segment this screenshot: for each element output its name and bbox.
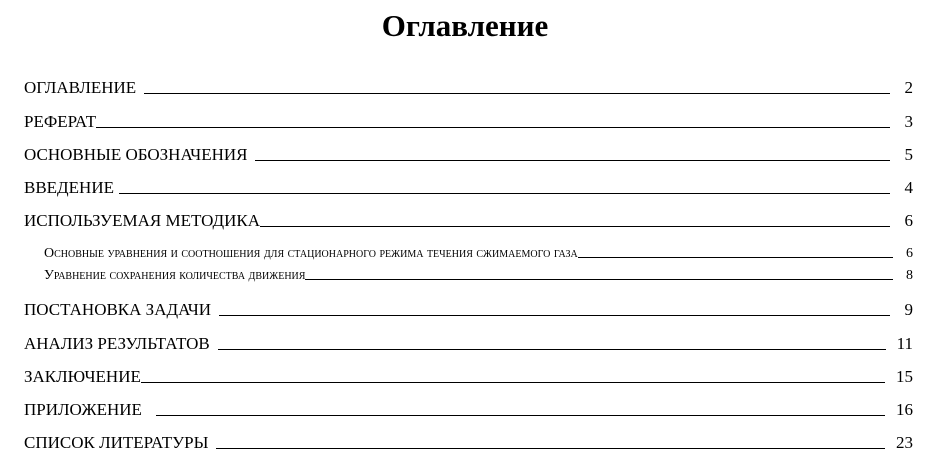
- toc-page-number: 3: [904, 112, 913, 131]
- toc-page-number: 9: [904, 300, 913, 319]
- toc-leader-line: [218, 349, 886, 350]
- toc-entry-prilozhenie[interactable]: [24, 400, 913, 420]
- toc-entry-label: ВВЕДЕНИЕ: [24, 178, 114, 197]
- toc-entry-label: Основные уравнения и соотношения для стационарного режима течения сжимаемого газа: [44, 246, 578, 261]
- toc-leader-line: [578, 257, 893, 258]
- toc-entry-uravnenie-sokhraneniya[interactable]: [44, 267, 913, 284]
- toc-leader-line: [119, 193, 890, 194]
- toc-entry-vvedenie[interactable]: [24, 178, 913, 198]
- toc-page-number: 16: [896, 400, 913, 419]
- toc-page-number: 23: [896, 433, 913, 452]
- toc-leader-line: [219, 315, 889, 316]
- toc-entry-analiz-rezultatov[interactable]: [24, 334, 913, 354]
- toc-leader-line: [144, 93, 889, 94]
- toc-entry-osnovnye-uravneniya[interactable]: [44, 245, 913, 262]
- toc-entry-label: ПРИЛОЖЕНИЕ: [24, 400, 142, 419]
- toc-title: Оглавление: [381, 8, 549, 43]
- toc-entry-postanovka-zadachi[interactable]: [24, 300, 913, 320]
- toc-entry-label: ОСНОВНЫЕ ОБОЗНАЧЕНИЯ: [24, 145, 248, 164]
- toc-leader-line: [305, 279, 893, 280]
- toc-entry-osnovnye-oboznacheniya[interactable]: [24, 145, 913, 165]
- toc-entry-label: АНАЛИЗ РЕЗУЛЬТАТОВ: [24, 334, 210, 353]
- toc-leader-line: [141, 382, 885, 383]
- toc-leader-line: [96, 127, 889, 128]
- toc-page-number: 15: [896, 367, 913, 386]
- toc-leader-line: [260, 226, 889, 227]
- toc-entry-ispolzuemaya-metodika[interactable]: [24, 211, 913, 231]
- toc-leader-line: [255, 160, 889, 161]
- toc-entry-label: ЗАКЛЮЧЕНИЕ: [24, 367, 141, 386]
- toc-leader-line: [156, 415, 885, 416]
- toc-leader-line: [216, 448, 885, 449]
- toc-entry-label: РЕФЕРАТ: [24, 112, 97, 131]
- toc-page-number: 11: [896, 334, 913, 353]
- toc-page-number: 5: [904, 145, 913, 164]
- toc-page-number: 8: [906, 268, 913, 283]
- toc-entry-label: ОГЛАВЛЕНИЕ: [24, 78, 137, 97]
- toc-entry-spisok-literatury[interactable]: [24, 433, 913, 453]
- toc-entry-label: СПИСОК ЛИТЕРАТУРЫ: [24, 433, 209, 452]
- toc-page-number: 6: [904, 211, 913, 230]
- toc-entry-oglavlenie[interactable]: [24, 78, 913, 98]
- toc-entry-label: Уравнение сохранения количества движения: [44, 268, 306, 283]
- toc-page-number: 6: [906, 246, 913, 261]
- toc-entry-label: ИСПОЛЬЗУЕМАЯ МЕТОДИКА: [24, 211, 261, 230]
- toc-page-number: 4: [904, 178, 913, 197]
- toc-entry-zaklyuchenie[interactable]: [24, 367, 913, 387]
- toc-entry-referat[interactable]: [24, 112, 913, 132]
- toc-page-number: 2: [904, 78, 913, 97]
- toc-entry-label: ПОСТАНОВКА ЗАДАЧИ: [24, 300, 212, 319]
